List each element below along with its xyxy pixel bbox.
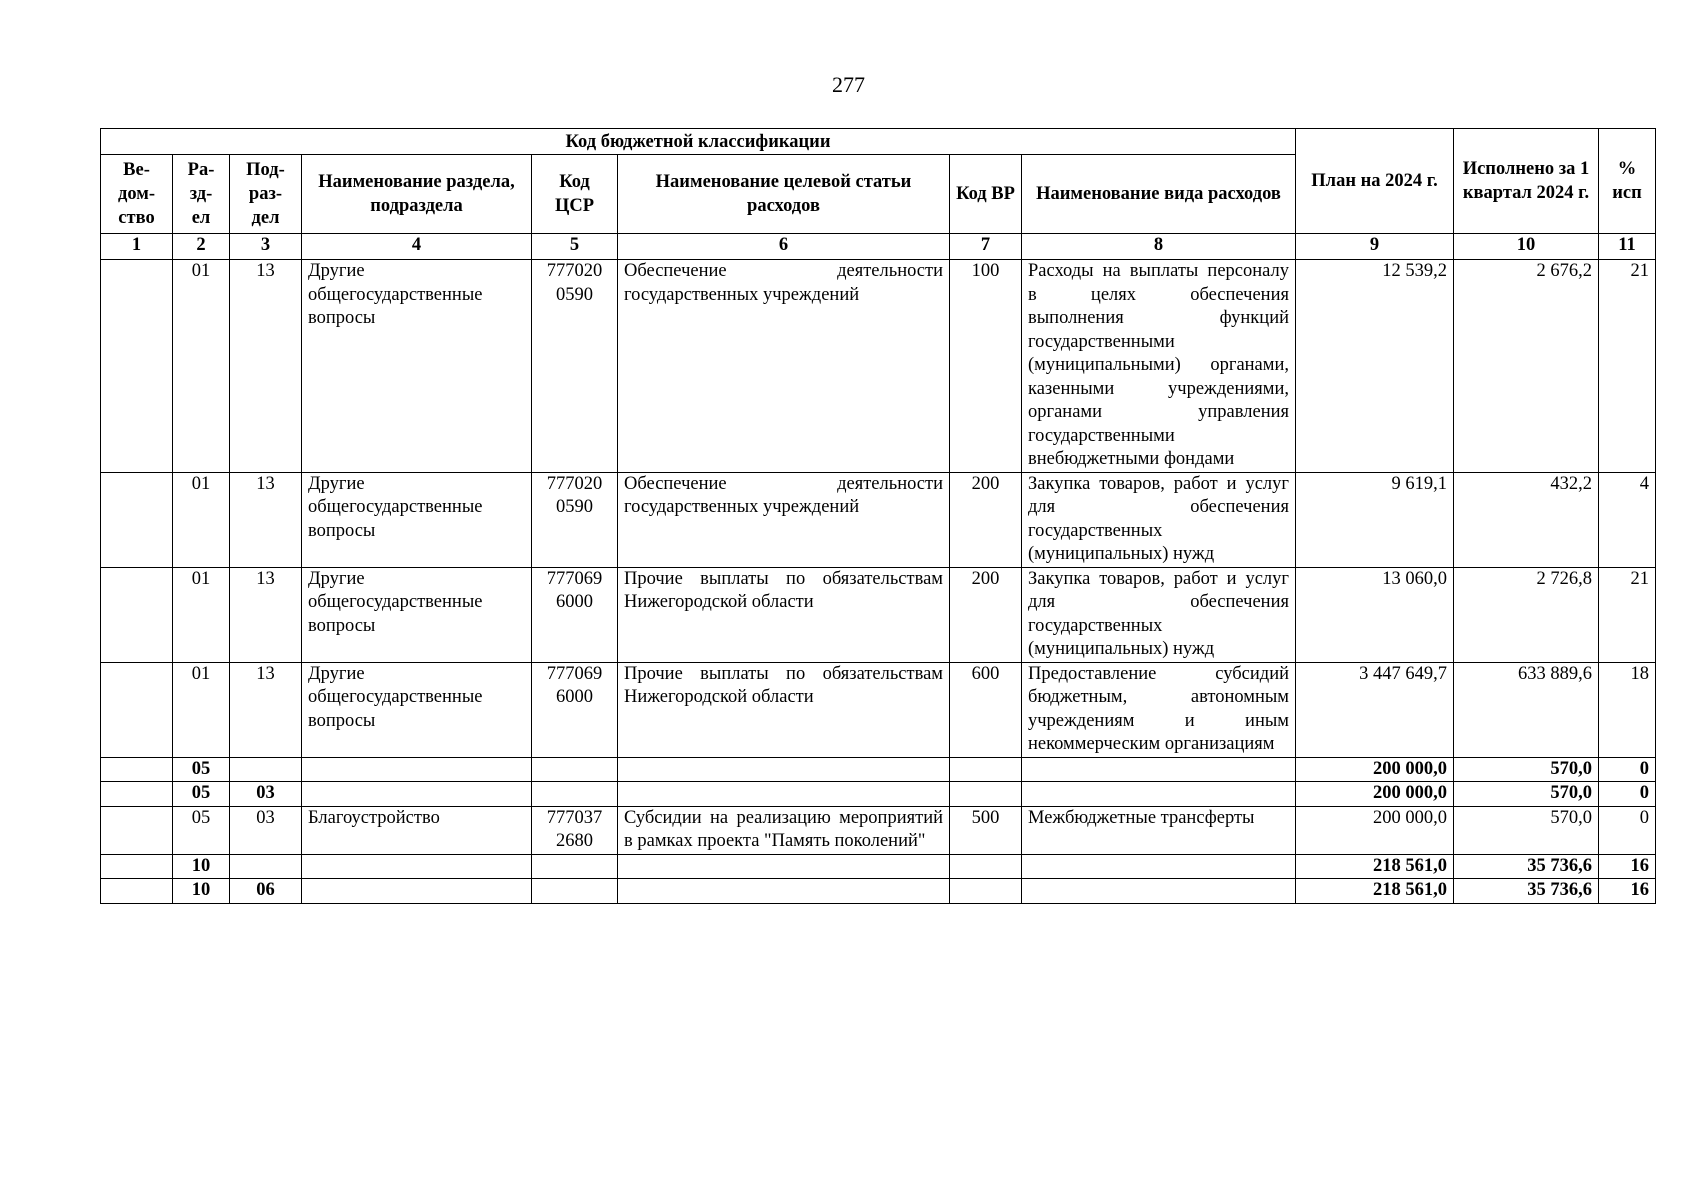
target-name-cell: Обеспечение деятельности государственных учреждений	[618, 260, 950, 473]
subsection-code-cell	[230, 757, 302, 782]
expense-type-cell: Закупка товаров, работ и услуг для обеспечения государственных (муниципальных) нужд	[1022, 472, 1296, 567]
vr-code-cell	[950, 879, 1022, 904]
csr-code-cell: 777037 2680	[532, 806, 618, 854]
department-cell	[101, 782, 173, 807]
vr-code-cell: 200	[950, 567, 1022, 662]
department-cell	[101, 472, 173, 567]
section-code-cell: 05	[173, 806, 230, 854]
header-subsection: Под- раз- дел	[230, 155, 302, 234]
plan-cell: 3 447 649,7	[1296, 662, 1454, 757]
column-number: 8	[1022, 234, 1296, 260]
subsection-code-cell: 13	[230, 260, 302, 473]
subsection-code-cell: 06	[230, 879, 302, 904]
executed-cell: 35 736,6	[1454, 854, 1599, 879]
expense-type-cell: Закупка товаров, работ и услуг для обеспечения государственных (муниципальных) нужд	[1022, 567, 1296, 662]
executed-cell: 35 736,6	[1454, 879, 1599, 904]
percent-cell: 16	[1599, 879, 1656, 904]
plan-cell: 13 060,0	[1296, 567, 1454, 662]
plan-cell: 200 000,0	[1296, 782, 1454, 807]
plan-cell: 218 561,0	[1296, 879, 1454, 904]
header-department: Ве- дом- ство	[101, 155, 173, 234]
vr-code-cell	[950, 757, 1022, 782]
expense-type-cell: Предоставление субсидий бюджетным, автономным учреждениям и иным некоммерческим организациям	[1022, 662, 1296, 757]
page-number: 277	[832, 72, 865, 97]
column-number: 3	[230, 234, 302, 260]
department-cell	[101, 806, 173, 854]
percent-cell: 4	[1599, 472, 1656, 567]
department-cell	[101, 567, 173, 662]
plan-cell: 9 619,1	[1296, 472, 1454, 567]
column-number: 4	[302, 234, 532, 260]
section-name-cell: Благоустройство	[302, 806, 532, 854]
header-csr-code: Код ЦСР	[532, 155, 618, 234]
section-code-cell: 10	[173, 879, 230, 904]
section-code-cell: 01	[173, 472, 230, 567]
plan-cell: 218 561,0	[1296, 854, 1454, 879]
section-name-cell: Другие общегосударственные вопросы	[302, 260, 532, 473]
table-row	[101, 757, 1656, 782]
section-name-cell: Другие общегосударственные вопросы	[302, 472, 532, 567]
table-row	[101, 567, 1656, 662]
target-name-cell: Прочие выплаты по обязательствам Нижегородской области	[618, 567, 950, 662]
plan-cell: 200 000,0	[1296, 806, 1454, 854]
target-name-cell	[618, 879, 950, 904]
header-section: Ра- зд- ел	[173, 155, 230, 234]
vr-code-cell: 200	[950, 472, 1022, 567]
header-plan: План на 2024 г.	[1296, 129, 1454, 234]
section-code-cell: 05	[173, 757, 230, 782]
column-number: 11	[1599, 234, 1656, 260]
csr-code-cell	[532, 782, 618, 807]
budget-table	[100, 128, 1656, 904]
column-number: 7	[950, 234, 1022, 260]
vr-code-cell: 500	[950, 806, 1022, 854]
department-cell	[101, 662, 173, 757]
column-number: 10	[1454, 234, 1599, 260]
table-row	[101, 879, 1656, 904]
header-expense-type: Наименование вида расходов	[1022, 155, 1296, 234]
header-percent: % исп	[1599, 129, 1656, 234]
target-name-cell	[618, 757, 950, 782]
csr-code-cell	[532, 854, 618, 879]
plan-cell: 200 000,0	[1296, 757, 1454, 782]
plan-cell: 12 539,2	[1296, 260, 1454, 473]
section-code-cell: 05	[173, 782, 230, 807]
executed-cell: 570,0	[1454, 806, 1599, 854]
vr-code-cell: 600	[950, 662, 1022, 757]
expense-type-cell	[1022, 782, 1296, 807]
expense-type-cell	[1022, 879, 1296, 904]
target-name-cell: Прочие выплаты по обязательствам Нижегородской области	[618, 662, 950, 757]
vr-code-cell: 100	[950, 260, 1022, 473]
csr-code-cell: 777069 6000	[532, 567, 618, 662]
vr-code-cell	[950, 854, 1022, 879]
csr-code-cell: 777020 0590	[532, 260, 618, 473]
department-cell	[101, 879, 173, 904]
department-cell	[101, 757, 173, 782]
table-row	[101, 260, 1656, 473]
section-name-cell	[302, 757, 532, 782]
executed-cell: 570,0	[1454, 757, 1599, 782]
section-name-cell	[302, 879, 532, 904]
target-name-cell	[618, 782, 950, 807]
header-budget-classification: Код бюджетной классификации	[101, 129, 1296, 155]
section-code-cell: 01	[173, 260, 230, 473]
department-cell	[101, 260, 173, 473]
header-executed: Исполнено за 1 квартал 2024 г.	[1454, 129, 1599, 234]
subsection-code-cell: 13	[230, 662, 302, 757]
percent-cell: 0	[1599, 757, 1656, 782]
column-number: 5	[532, 234, 618, 260]
table-row	[101, 782, 1656, 807]
expense-type-cell	[1022, 757, 1296, 782]
percent-cell: 21	[1599, 260, 1656, 473]
section-name-cell: Другие общегосударственные вопросы	[302, 662, 532, 757]
table-row	[101, 806, 1656, 854]
executed-cell: 2 726,8	[1454, 567, 1599, 662]
target-name-cell: Субсидии на реализацию мероприятий в рамках проекта "Память поколений"	[618, 806, 950, 854]
csr-code-cell: 777069 6000	[532, 662, 618, 757]
table-row	[101, 854, 1656, 879]
subsection-code-cell	[230, 854, 302, 879]
subsection-code-cell: 13	[230, 567, 302, 662]
executed-cell: 432,2	[1454, 472, 1599, 567]
column-number: 1	[101, 234, 173, 260]
expense-type-cell: Расходы на выплаты персоналу в целях обеспечения выполнения функций государственными (муниципальными) органами, казенными учреждениями, органами управления государственными внебюджетными фондами	[1022, 260, 1296, 473]
section-code-cell: 01	[173, 567, 230, 662]
column-number: 6	[618, 234, 950, 260]
header-vr-code: Код ВР	[950, 155, 1022, 234]
csr-code-cell	[532, 757, 618, 782]
percent-cell: 16	[1599, 854, 1656, 879]
header-section-name: Наименование раздела, подраздела	[302, 155, 532, 234]
subsection-code-cell: 03	[230, 782, 302, 807]
executed-cell: 633 889,6	[1454, 662, 1599, 757]
subsection-code-cell: 03	[230, 806, 302, 854]
column-number: 2	[173, 234, 230, 260]
column-number: 9	[1296, 234, 1454, 260]
table-row	[101, 472, 1656, 567]
executed-cell: 570,0	[1454, 782, 1599, 807]
target-name-cell	[618, 854, 950, 879]
header-target-name: Наименование целевой статьи расходов	[618, 155, 950, 234]
department-cell	[101, 854, 173, 879]
subsection-code-cell: 13	[230, 472, 302, 567]
percent-cell: 0	[1599, 806, 1656, 854]
csr-code-cell	[532, 879, 618, 904]
section-name-cell	[302, 782, 532, 807]
percent-cell: 18	[1599, 662, 1656, 757]
table-row	[101, 662, 1656, 757]
section-code-cell: 10	[173, 854, 230, 879]
vr-code-cell	[950, 782, 1022, 807]
section-name-cell: Другие общегосударственные вопросы	[302, 567, 532, 662]
percent-cell: 0	[1599, 782, 1656, 807]
target-name-cell: Обеспечение деятельности государственных учреждений	[618, 472, 950, 567]
section-code-cell: 01	[173, 662, 230, 757]
section-name-cell	[302, 854, 532, 879]
executed-cell: 2 676,2	[1454, 260, 1599, 473]
expense-type-cell	[1022, 854, 1296, 879]
expense-type-cell: Межбюджетные трансферты	[1022, 806, 1296, 854]
percent-cell: 21	[1599, 567, 1656, 662]
csr-code-cell: 777020 0590	[532, 472, 618, 567]
